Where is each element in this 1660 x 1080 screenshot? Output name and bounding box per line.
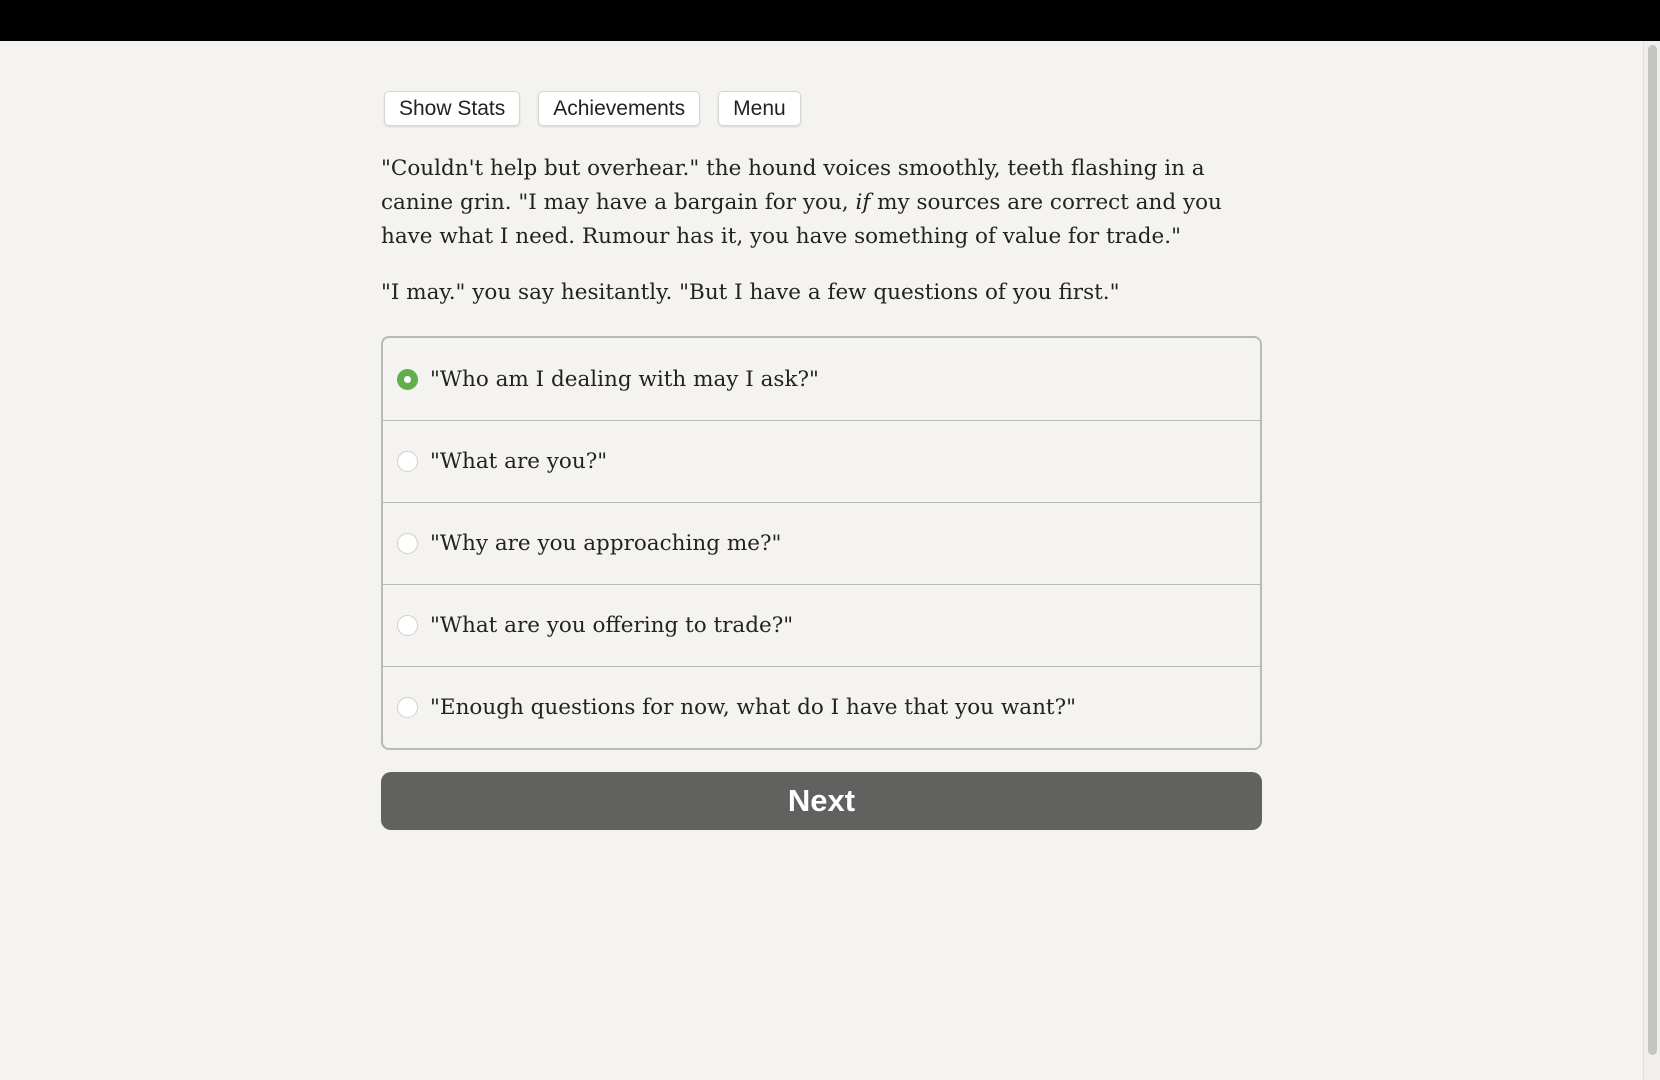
choice-label: "Enough questions for now, what do I have that you want?" — [430, 695, 1076, 720]
story-paragraph-2: "I may." you say hesitantly. "But I have a few questions of you first." — [381, 280, 1120, 305]
radio-unselected-icon[interactable] — [397, 615, 418, 636]
page-scrollbar[interactable] — [1643, 41, 1660, 1080]
story-paragraph-1-end: my sources are correct and you have what I need. Rumour has it, you have something of value for trade." — [381, 190, 1222, 249]
menu-button[interactable]: Menu — [718, 91, 801, 126]
radio-selected-icon[interactable] — [397, 369, 418, 390]
radio-unselected-icon[interactable] — [397, 533, 418, 554]
choice-option[interactable] — [383, 584, 1260, 666]
choice-option[interactable] — [383, 502, 1260, 584]
next-button[interactable]: Next — [381, 772, 1262, 830]
story-paragraph-1 — [381, 152, 1262, 254]
choice-label: "Why are you approaching me?" — [430, 531, 782, 556]
scrollbar-thumb[interactable] — [1648, 45, 1657, 1055]
choice-option[interactable] — [383, 338, 1260, 420]
choice-option[interactable] — [383, 420, 1260, 502]
achievements-button[interactable]: Achievements — [538, 91, 700, 126]
radio-unselected-icon[interactable] — [397, 697, 418, 718]
choice-option[interactable] — [383, 666, 1260, 748]
toolbar — [381, 91, 1262, 126]
story-emphasis: if — [855, 190, 871, 215]
game-container — [381, 41, 1262, 830]
choice-label: "Who am I dealing with may I ask?" — [430, 366, 819, 392]
story-text — [381, 152, 1262, 310]
choice-label: "What are you?" — [430, 449, 608, 474]
browser-top-bar — [0, 0, 1660, 41]
choice-list — [381, 336, 1262, 750]
show-stats-button[interactable]: Show Stats — [384, 91, 520, 126]
story-paragraph-1-start: "Couldn't help but overhear." the hound voices smoothly, teeth flashing in a canine grin. "I may have a bargain for you, — [381, 156, 1205, 215]
choice-label: "What are you offering to trade?" — [430, 613, 794, 638]
radio-unselected-icon[interactable] — [397, 451, 418, 472]
